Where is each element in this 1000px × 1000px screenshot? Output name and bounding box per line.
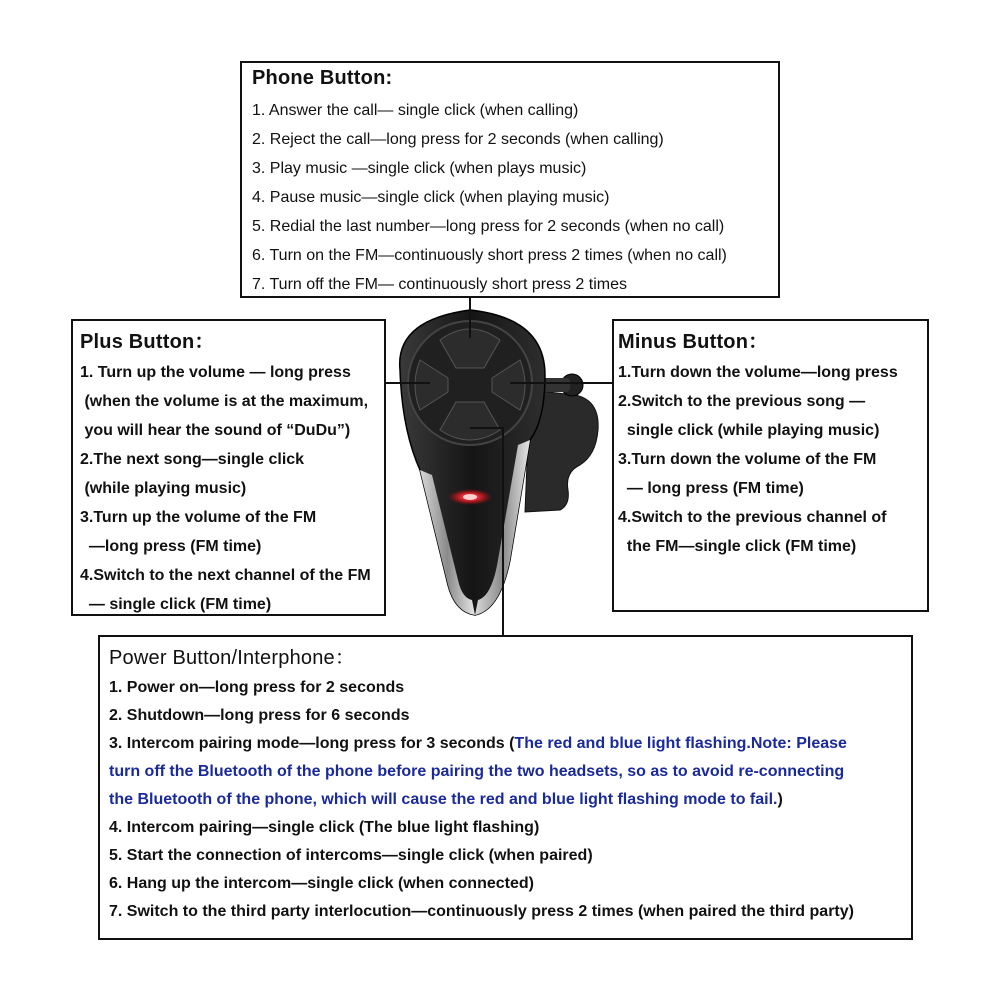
- minus-button-title: Minus Button：: [618, 331, 769, 353]
- list-item: 1.Turn down the volume—long press: [618, 364, 898, 381]
- phone-button-panel: [240, 61, 780, 298]
- list-item: — long press (FM time): [618, 480, 804, 497]
- list-item: 1. Power on—long press for 2 seconds: [109, 679, 405, 696]
- plus-button-title: Plus Button：: [80, 331, 215, 353]
- item3-suffix: ): [777, 791, 783, 808]
- phone-button-list: [252, 96, 768, 299]
- list-item: (when the volume is at the maximum,: [80, 393, 369, 410]
- list-item: 2.The next song—single click: [80, 451, 305, 468]
- list-item: —long press (FM time): [80, 538, 262, 555]
- plus-button-list: [80, 358, 377, 619]
- list-item: [109, 730, 902, 758]
- list-item: 3. Play music —single click (when plays music): [252, 160, 587, 177]
- power-button-title: Power Button/Interphone：: [109, 647, 356, 669]
- minus-button-list: [618, 358, 923, 561]
- phone-button-title: Phone Button:: [252, 67, 393, 89]
- list-item: [109, 758, 902, 786]
- power-button-panel: [98, 635, 913, 940]
- list-item: 5. Start the connection of intercoms—single click (when paired): [109, 847, 593, 864]
- list-item: 4.Switch to the previous channel of: [618, 509, 887, 526]
- list-item: single click (while playing music): [618, 422, 880, 439]
- list-item: 1. Answer the call— single click (when calling): [252, 102, 579, 119]
- list-item: you will hear the sound of “DuDu”): [80, 422, 351, 439]
- power-button-list: [109, 674, 902, 926]
- list-item: 2.Switch to the previous song —: [618, 393, 866, 410]
- list-item: 4. Pause music—single click (when playing music): [252, 189, 610, 206]
- list-item: 1. Turn up the volume — long press: [80, 364, 351, 381]
- plus-button-panel: [71, 319, 386, 616]
- pairing-note-text: turn off the Bluetooth of the phone before pairing the two headsets, so as to avoid re-connecting: [109, 763, 845, 780]
- pairing-note-text: the Bluetooth of the phone, which will cause the red and blue light flashing mode to fail.: [109, 791, 778, 808]
- list-item: 3.Turn up the volume of the FM: [80, 509, 317, 526]
- list-item: — single click (FM time): [80, 596, 272, 613]
- list-item: the FM—single click (FM time): [618, 538, 857, 555]
- list-item: 2. Shutdown—long press for 6 seconds: [109, 707, 410, 724]
- list-item: [109, 786, 902, 814]
- list-item: (while playing music): [80, 480, 247, 497]
- list-item: 4. Intercom pairing—single click (The blue light flashing): [109, 819, 540, 836]
- list-item: 3.Turn down the volume of the FM: [618, 451, 877, 468]
- list-item: 2. Reject the call—long press for 2 seconds (when calling): [252, 131, 664, 148]
- list-item: 4.Switch to the next channel of the FM: [80, 567, 371, 584]
- list-item: 7. Switch to the third party interlocution—continuously press 2 times (when paired the third party): [109, 903, 854, 920]
- list-item: 7. Turn off the FM— continuously short press 2 times: [252, 276, 627, 293]
- list-item: 5. Redial the last number—long press for 2 seconds (when no call): [252, 218, 725, 235]
- list-item: 6. Hang up the intercom—single click (when connected): [109, 875, 534, 892]
- pairing-note-text: The red and blue light flashing.Note: Please: [514, 735, 847, 752]
- list-item: 6. Turn on the FM—continuously short press 2 times (when no call): [252, 247, 727, 264]
- item3-prefix: 3. Intercom pairing mode—long press for 3 seconds (: [109, 735, 515, 752]
- minus-button-panel: [612, 319, 929, 612]
